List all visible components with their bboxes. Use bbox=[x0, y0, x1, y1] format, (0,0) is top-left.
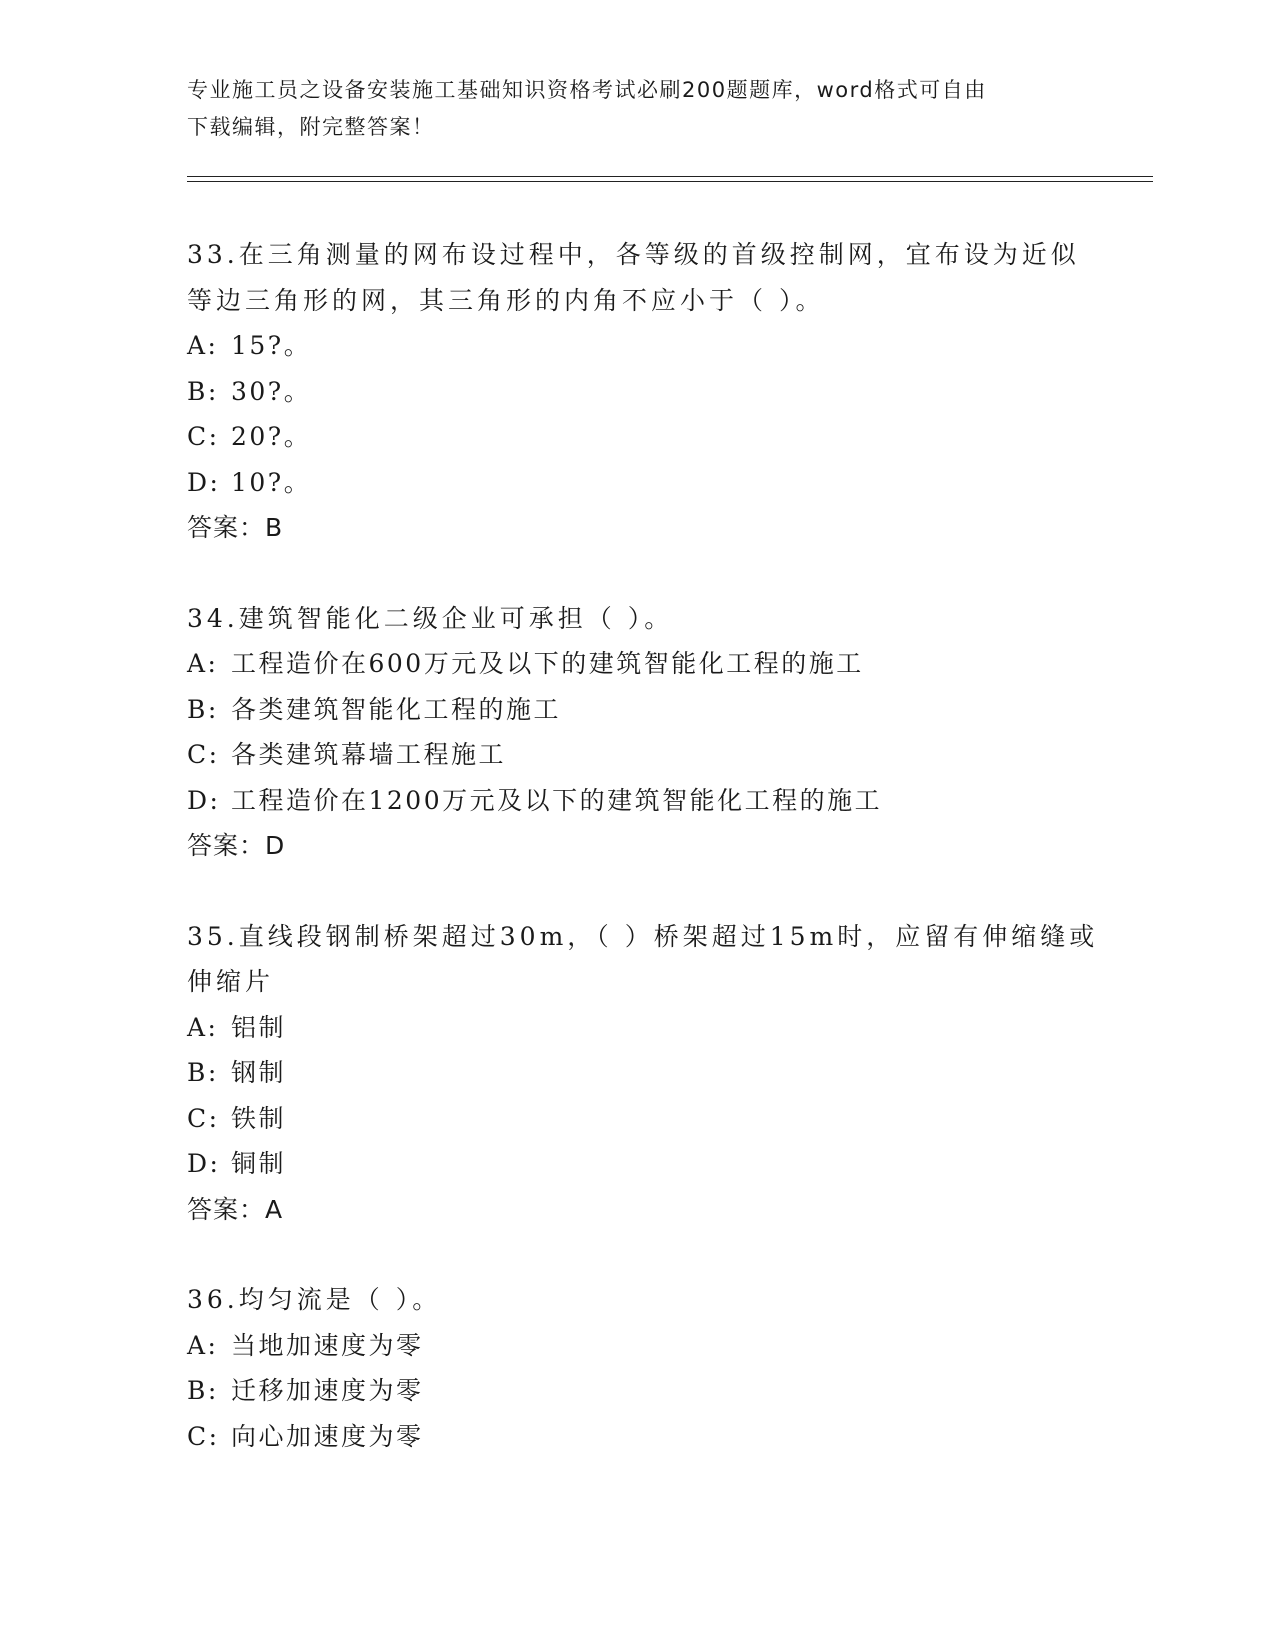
question-text-line: 35.直线段钢制桥架超过30m，（ ）桥架超过15m时，应留有伸缩缝或 bbox=[187, 921, 1099, 951]
question-text-line: 等边三角形的网，其三角形的内角不应小于（ ）。 bbox=[187, 285, 825, 315]
option-a bbox=[187, 1005, 1087, 1051]
option-letter: B: bbox=[187, 1376, 219, 1405]
option-letter: C: bbox=[187, 740, 220, 769]
option-c bbox=[187, 1096, 1087, 1142]
question-text-line: 36.均匀流是（ ）。 bbox=[187, 1285, 442, 1314]
option-letter: C: bbox=[187, 1421, 220, 1451]
option-text: 铝制 bbox=[231, 1012, 287, 1042]
option-d bbox=[187, 778, 1087, 824]
option-letter: C: bbox=[187, 1103, 220, 1133]
header-line-1: 专业施工员之设备安装施工基础知识资格考试必刷200题题库，word格式可自由 bbox=[187, 78, 987, 102]
option-text: 各类建筑幕墙工程施工 bbox=[231, 740, 507, 769]
option-b bbox=[187, 1368, 1087, 1414]
question-33 bbox=[187, 232, 1087, 551]
option-letter: A: bbox=[187, 331, 219, 360]
option-b bbox=[187, 1050, 1087, 1096]
option-text: 各类建筑智能化工程的施工 bbox=[231, 694, 562, 724]
question-36 bbox=[187, 1277, 1087, 1459]
question-text-line: 34.建筑智能化二级企业可承担（ ）。 bbox=[187, 603, 674, 633]
option-text: 工程造价在600万元及以下的建筑智能化工程的施工 bbox=[231, 649, 864, 678]
option-text: 向心加速度为零 bbox=[231, 1421, 424, 1451]
option-b bbox=[187, 369, 1087, 415]
document-header bbox=[187, 72, 1087, 146]
option-letter: A: bbox=[187, 1330, 219, 1360]
header-line-2: 下载编辑，附完整答案！ bbox=[187, 115, 435, 139]
option-a bbox=[187, 323, 1087, 369]
option-text: 20?。 bbox=[231, 422, 312, 451]
option-c bbox=[187, 1414, 1087, 1460]
option-text: 工程造价在1200万元及以下的建筑智能化工程的施工 bbox=[231, 785, 883, 815]
option-text: 钢制 bbox=[231, 1058, 287, 1087]
answer-line: 答案：A bbox=[187, 1194, 284, 1224]
option-text: 铁制 bbox=[231, 1103, 287, 1133]
option-text: 当地加速度为零 bbox=[231, 1330, 424, 1360]
option-letter: B: bbox=[187, 694, 219, 724]
option-a bbox=[187, 641, 1087, 687]
option-letter: D: bbox=[187, 785, 221, 815]
option-text: 15?。 bbox=[231, 331, 312, 360]
option-letter: D: bbox=[187, 467, 221, 497]
option-letter: B: bbox=[187, 376, 219, 406]
question-text-line: 伸缩片 bbox=[187, 967, 275, 996]
option-text: 铜制 bbox=[231, 1149, 287, 1178]
option-letter: A: bbox=[187, 649, 219, 678]
question-text-line: 33.在三角测量的网布设过程中，各等级的首级控制网，宜布设为近似 bbox=[187, 240, 1080, 269]
option-b bbox=[187, 687, 1087, 733]
option-letter: A: bbox=[187, 1012, 219, 1042]
option-letter: C: bbox=[187, 422, 220, 451]
answer-line: 答案：D bbox=[187, 831, 286, 860]
answer-line: 答案：B bbox=[187, 513, 284, 542]
option-a bbox=[187, 1323, 1087, 1369]
option-c bbox=[187, 732, 1087, 778]
option-text: 10?。 bbox=[231, 467, 312, 497]
option-d bbox=[187, 460, 1087, 506]
option-c bbox=[187, 414, 1087, 460]
question-35 bbox=[187, 914, 1099, 1233]
option-text: 迁移加速度为零 bbox=[231, 1376, 424, 1405]
option-text: 30?。 bbox=[231, 376, 312, 406]
question-34 bbox=[187, 596, 1087, 869]
header-rule-top bbox=[187, 176, 1153, 177]
option-d bbox=[187, 1141, 1087, 1187]
option-letter: B: bbox=[187, 1058, 219, 1087]
header-rule-bottom bbox=[187, 181, 1153, 182]
option-letter: D: bbox=[187, 1149, 221, 1178]
question-list bbox=[187, 232, 1099, 1504]
